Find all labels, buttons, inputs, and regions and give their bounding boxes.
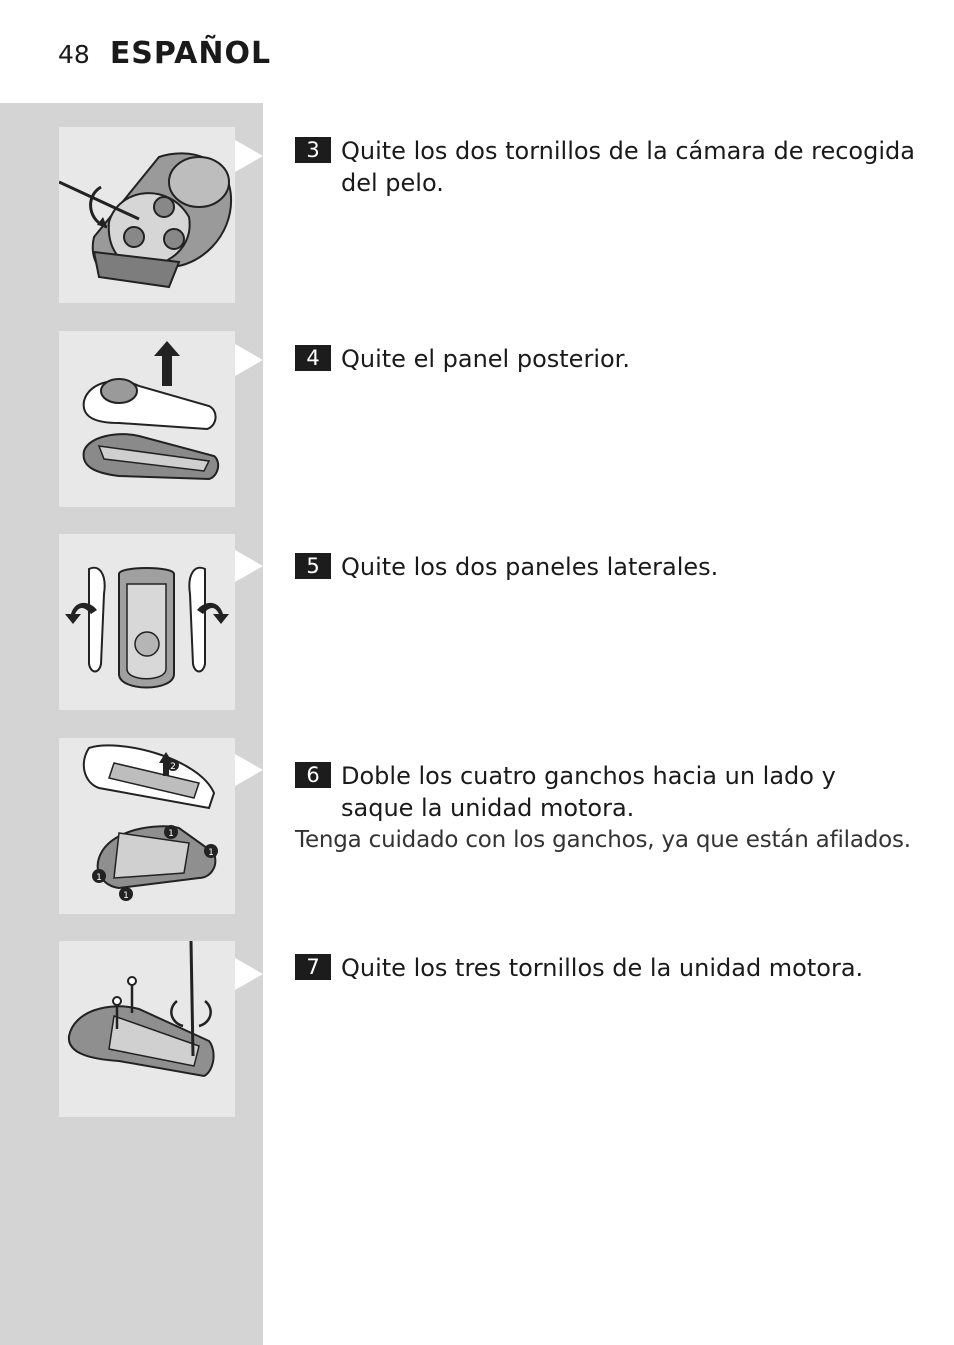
back-panel-removal-illustration bbox=[59, 331, 235, 507]
figure-pointer bbox=[235, 754, 263, 786]
hair-chamber-screws-illustration bbox=[59, 127, 235, 303]
step-3 bbox=[295, 135, 915, 199]
callout-label: 1 bbox=[168, 829, 174, 839]
step-number: 4 bbox=[295, 345, 331, 371]
callout-label: 1 bbox=[208, 848, 214, 858]
step-number: 3 bbox=[295, 137, 331, 163]
section-title: ESPAÑOL bbox=[109, 36, 272, 71]
side-panels-removal-illustration bbox=[59, 534, 235, 710]
step-text: Quite el panel posterior. bbox=[341, 345, 630, 373]
step-text: Quite los tres tornillos de la unidad motora. bbox=[341, 954, 864, 982]
step-4 bbox=[295, 343, 915, 375]
step-note: Tenga cuidado con los ganchos, ya que están afilados. bbox=[295, 827, 911, 853]
step-text: Quite los dos paneles laterales. bbox=[341, 553, 719, 581]
page-number: 48 bbox=[58, 40, 90, 69]
step-number: 7 bbox=[295, 954, 331, 980]
step-number: 5 bbox=[295, 553, 331, 579]
figure-pointer bbox=[235, 550, 263, 582]
step-5 bbox=[295, 551, 915, 583]
motor-unit-screws-illustration bbox=[59, 941, 235, 1117]
step-text: Doble los cuatro ganchos hacia un lado y saque la unidad motora. bbox=[341, 762, 836, 822]
callout-label: 1 bbox=[123, 891, 129, 901]
figure-pointer bbox=[235, 140, 263, 172]
step-text: Quite los dos tornillos de la cámara de recogida del pelo. bbox=[341, 137, 915, 197]
page-header bbox=[58, 36, 271, 71]
figure-pointer bbox=[235, 958, 263, 990]
step-number: 6 bbox=[295, 762, 331, 788]
motor-unit-hooks-illustration bbox=[59, 738, 235, 914]
step-7 bbox=[295, 952, 915, 984]
step-6 bbox=[295, 760, 915, 856]
callout-label: 1 bbox=[96, 873, 102, 883]
figure-pointer bbox=[235, 344, 263, 376]
callout-label: 2 bbox=[170, 762, 176, 772]
